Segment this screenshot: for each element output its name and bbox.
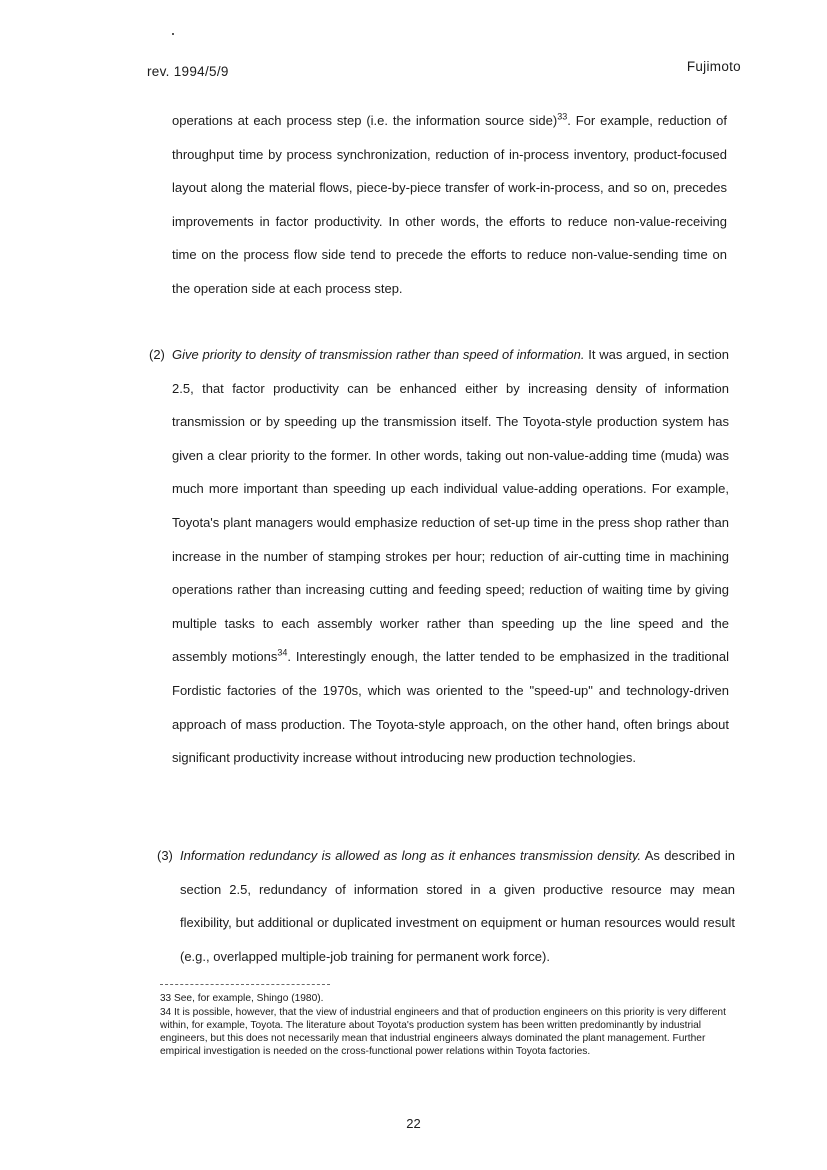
- item-2-label: (2): [149, 347, 165, 362]
- footnote-ref-33[interactable]: 33: [557, 111, 568, 122]
- author-name: Fujimoto: [686, 59, 741, 74]
- item-3-label: (3): [157, 848, 173, 863]
- item-2-text-b: . Interestingly enough, the latter tended to be emphasized in the traditional Fordistic factories of the 1970s, which was oriented to the "speed-up" and technology-driven approach of mass production. The Toyota-style approach, on the other hand, often brings about significant productivity increase without introducing new production technologies.: [172, 649, 729, 766]
- item-3-text: As described in section 2.5, redundancy of information stored in a given productive resource may mean flexibility, but additional or duplicated investment on equipment or human resources would result (e.g., overlapped multiple-job training for permanent work force).: [180, 848, 735, 964]
- footnote-33: [160, 992, 735, 1005]
- revision-date: rev. 1994/5/9: [147, 64, 229, 79]
- page-number: 22: [406, 1116, 421, 1131]
- footnotes: [160, 992, 735, 1059]
- paragraph-text: operations at each process step (i.e. the information source side): [172, 113, 558, 128]
- item-2-text-a: It was argued, in section 2.5, that factor productivity can be enhanced either by increasing density of information transmission or by speeding up the transmission itself. The Toyota-style production system has given a clear priority to the former. In other words, taking out non-value-adding time (muda) was much more important than speeding up each individual value-adding operations. For example, Toyota's plant managers would emphasize reduction of set-up time in the press shop rather than increase in the number of stamping strokes per hour; reduction of air-cutting time in machining operations rather than increasing cutting and feeding speed; reduction of waiting time by giving multiple tasks to each assembly worker rather than speeding up the line speed and the assembly motions: [172, 347, 729, 665]
- item-3-heading: Information redundancy is allowed as long as it enhances transmission density.: [180, 848, 642, 863]
- footnote-number: 34: [160, 1007, 172, 1018]
- item-2-heading: Give priority to density of transmission rather than speed of information.: [172, 347, 585, 362]
- item-3-paragraph: [180, 839, 735, 973]
- footnote-separator: [160, 984, 330, 985]
- footnote-text: It is possible, however, that the view of industrial engineers and that of production engineers on this priority is very different within, for example, Toyota. The literature about Toyota's production system has been written predominantly by industrial engineers, but this does not necessarily mean that industrial engineers always dominated the plant management. Further empirical investigation is needed on the cross-functional power relations within Toyota factories.: [160, 1007, 726, 1057]
- footnote-ref-34[interactable]: 34: [277, 648, 288, 659]
- continued-paragraph: [172, 104, 727, 306]
- footnote-text: See, for example, Shingo (1980).: [173, 993, 324, 1004]
- paragraph-text-rest: . For example, reduction of throughput time by process synchronization, reduction of in-process inventory, product-focused layout along the material flows, piece-by-piece transfer of work-in-process, and so on, precedes improvements in factor productivity. In other words, the efforts to reduce non-value-receiving time on the process flow side tend to precede the efforts to reduce non-value-sending time on the operation side at each process step.: [172, 113, 727, 296]
- item-2-paragraph: [172, 338, 729, 775]
- footnote-number: 33: [160, 993, 172, 1004]
- scan-mark: [172, 33, 174, 35]
- footnote-34: [160, 1006, 735, 1058]
